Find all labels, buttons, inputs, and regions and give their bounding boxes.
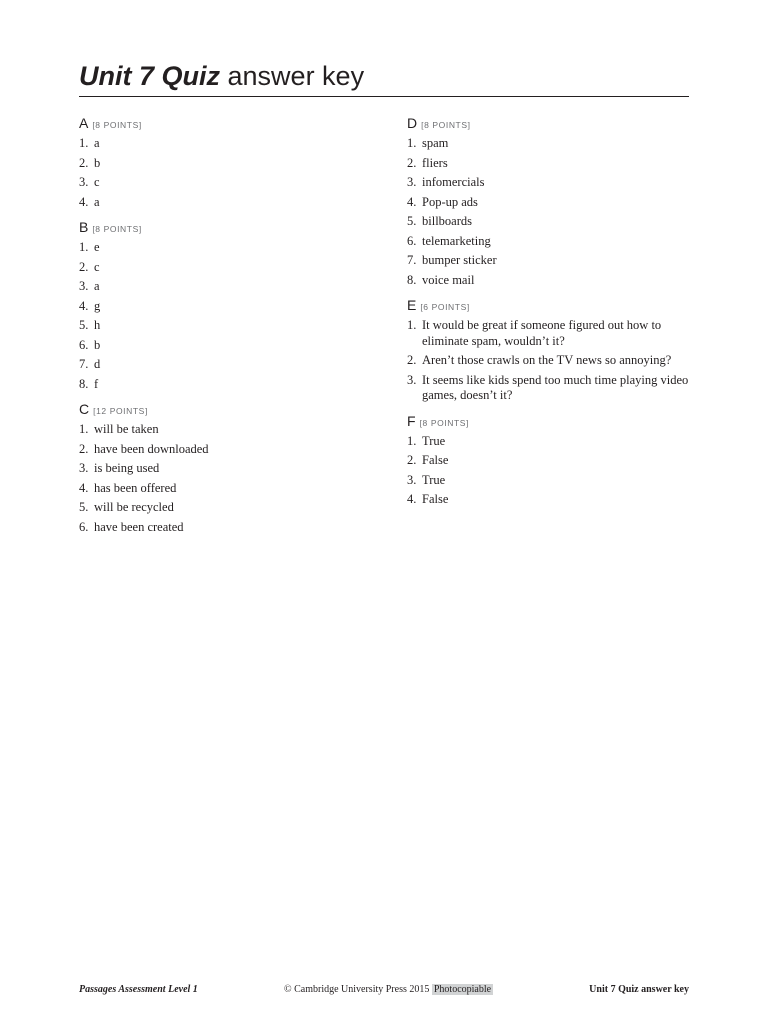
answer-number: 4. — [407, 194, 417, 209]
answer-item — [79, 316, 369, 336]
answer-text: d — [94, 357, 101, 371]
answer-text: It seems like kids spend too much time playing video games, doesn’t it? — [422, 372, 689, 402]
section-header — [79, 112, 369, 134]
answer-item — [407, 251, 697, 271]
answer-text: True — [422, 472, 446, 487]
section-letter: F — [407, 412, 416, 429]
answer-text: a — [94, 279, 100, 293]
answer-number: 3. — [407, 472, 417, 487]
answer-list — [79, 134, 369, 212]
section-points: [8 POINTS] — [419, 417, 470, 428]
answer-list — [79, 420, 369, 537]
answer-number: 6. — [79, 337, 89, 352]
section-c — [79, 398, 369, 537]
footer-copyright-line — [284, 983, 493, 997]
section-header — [407, 112, 697, 134]
answer-number: 2. — [79, 259, 89, 274]
answer-number: 3. — [407, 372, 417, 387]
section-a — [79, 112, 369, 212]
answer-list — [407, 134, 697, 290]
answer-number: 3. — [79, 461, 89, 475]
answer-item — [79, 193, 369, 213]
page-title — [79, 58, 364, 94]
page-title-unit: Unit 7 Quiz — [79, 61, 220, 91]
answer-text: b — [94, 337, 101, 352]
answer-number: 2. — [79, 441, 89, 456]
answer-text: c — [94, 259, 100, 274]
answer-item — [79, 459, 369, 479]
answer-number: 1. — [79, 136, 89, 150]
answer-text: has been offered — [94, 480, 177, 495]
answer-text: a — [94, 136, 100, 150]
title-divider — [79, 96, 689, 97]
section-b — [79, 216, 369, 394]
answer-item — [407, 154, 697, 174]
answer-text: b — [94, 155, 101, 170]
section-letter: E — [407, 297, 417, 313]
section-header — [407, 294, 697, 316]
answer-number: 5. — [407, 214, 417, 228]
section-letter: B — [79, 219, 89, 235]
answer-item — [79, 297, 369, 317]
answer-item — [407, 471, 697, 491]
answer-text: e — [94, 240, 100, 254]
answer-item — [407, 134, 697, 154]
answer-text: have been downloaded — [94, 441, 209, 456]
section-points: [8 POINTS] — [92, 120, 142, 130]
answer-text: spam — [422, 136, 449, 150]
answer-number: 1. — [79, 422, 89, 436]
section-f — [407, 410, 697, 510]
answer-number: 7. — [407, 253, 417, 267]
answer-text: billboards — [422, 214, 472, 228]
answer-number: 4. — [407, 492, 417, 506]
answer-number: 5. — [79, 500, 89, 514]
answer-item — [79, 420, 369, 440]
answer-number: 1. — [407, 318, 417, 332]
answer-text: bumper sticker — [422, 253, 497, 267]
answer-number: 6. — [79, 519, 89, 534]
answer-text: h — [94, 318, 101, 332]
answer-item — [79, 375, 369, 395]
answer-text: will be recycled — [94, 500, 174, 514]
answer-number: 5. — [79, 318, 89, 332]
section-letter: A — [79, 115, 89, 131]
answer-number: 1. — [79, 240, 89, 254]
answer-item — [79, 498, 369, 518]
answer-number: 1. — [407, 433, 417, 448]
answer-number: 3. — [79, 175, 89, 189]
answer-item — [407, 351, 697, 371]
answer-text: Aren’t those crawls on the TV news so annoying? — [422, 353, 672, 367]
answer-text: is being used — [94, 461, 160, 475]
answer-item — [79, 154, 369, 174]
footer-copyright: © Cambridge University Press 2015 — [284, 984, 430, 995]
answer-item — [79, 277, 369, 297]
section-header — [79, 216, 369, 238]
answer-item — [407, 316, 697, 351]
answer-list — [407, 432, 697, 510]
answer-text: It would be great if someone figured out how to eliminate spam, wouldn’t it? — [422, 318, 662, 348]
answer-text: have been created — [94, 519, 184, 534]
answer-item — [407, 371, 697, 406]
answer-item — [407, 212, 697, 232]
answer-item — [79, 134, 369, 154]
right-column — [407, 112, 697, 514]
answer-number: 8. — [79, 376, 89, 391]
answer-number: 4. — [79, 194, 89, 209]
answer-number: 1. — [407, 136, 417, 150]
answer-text: c — [94, 175, 100, 189]
section-letter: C — [79, 401, 90, 417]
answer-list — [79, 238, 369, 394]
answer-text: telemarketing — [422, 233, 491, 248]
answer-number: 6. — [407, 233, 417, 248]
answer-item — [79, 173, 369, 193]
answer-item — [407, 271, 697, 291]
answer-text: False — [422, 492, 449, 506]
section-letter: D — [407, 115, 418, 131]
section-header — [79, 398, 369, 420]
left-column — [79, 112, 369, 541]
answer-text: True — [422, 433, 446, 448]
answer-number: 3. — [79, 279, 89, 293]
answer-text: fliers — [422, 155, 448, 170]
answer-item — [79, 336, 369, 356]
answer-item — [79, 238, 369, 258]
photocopiable-badge: Photocopiable — [433, 984, 492, 995]
answer-text: a — [94, 194, 100, 209]
answer-number: 8. — [407, 272, 417, 287]
answer-item — [79, 355, 369, 375]
section-e — [407, 294, 697, 406]
answer-text: voice mail — [422, 272, 475, 287]
answer-item — [407, 193, 697, 213]
section-points: [6 POINTS] — [420, 302, 470, 312]
section-header — [407, 410, 697, 432]
answer-item — [407, 173, 697, 193]
answer-text: infomercials — [422, 175, 485, 189]
footer-page-label: Unit 7 Quiz answer key — [589, 984, 689, 995]
answer-text: Pop-up ads — [422, 194, 478, 209]
answer-text: f — [94, 376, 99, 391]
answer-item — [79, 518, 369, 538]
section-points: [8 POINTS] — [92, 224, 142, 234]
section-points: [12 POINTS] — [93, 406, 148, 416]
answer-item — [407, 490, 697, 510]
section-d — [407, 112, 697, 290]
answer-text: False — [422, 453, 449, 467]
answer-number: 2. — [407, 155, 417, 170]
section-points: [8 POINTS] — [421, 120, 471, 130]
answer-number: 2. — [407, 353, 417, 367]
answer-number: 2. — [79, 155, 89, 170]
answer-item — [79, 440, 369, 460]
answer-number: 2. — [407, 453, 417, 467]
answer-number: 3. — [407, 175, 417, 189]
answer-list — [407, 316, 697, 406]
answer-number: 4. — [79, 480, 89, 495]
answer-number: 7. — [79, 357, 89, 371]
answer-item — [79, 258, 369, 278]
answer-item — [407, 232, 697, 252]
page-footer — [79, 983, 689, 997]
answer-item — [79, 479, 369, 499]
answer-text: will be taken — [94, 422, 159, 436]
answer-item — [407, 451, 697, 471]
answer-item — [407, 432, 697, 452]
answer-number: 4. — [79, 298, 89, 313]
footer-book-title: Passages Assessment Level 1 — [79, 984, 198, 995]
answer-text: g — [94, 298, 101, 313]
page-title-suffix: answer key — [227, 61, 365, 91]
